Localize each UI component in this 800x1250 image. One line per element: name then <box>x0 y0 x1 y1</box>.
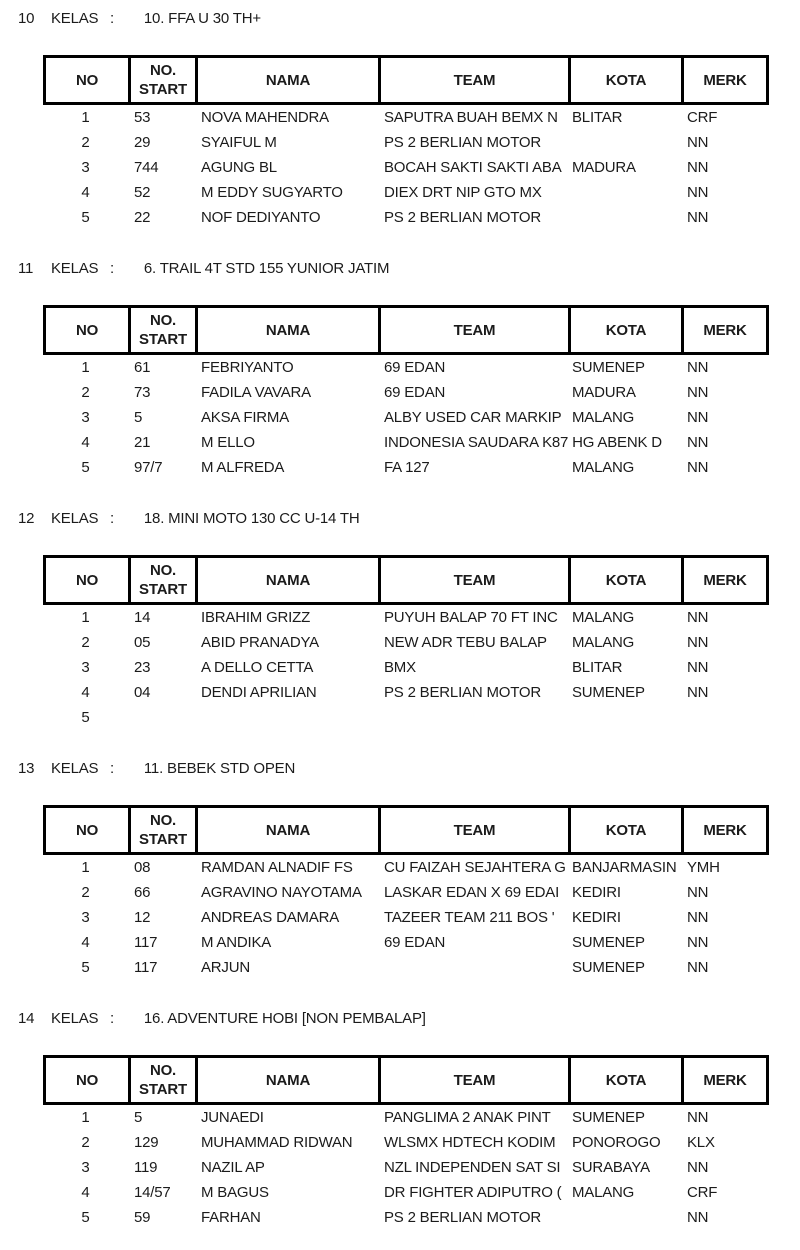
kelas-label: KELAS <box>50 10 99 27</box>
class-name: 18. MINI MOTO 130 CC U-14 TH <box>143 510 360 527</box>
cell-kota: MALANG <box>572 409 635 426</box>
cell-no: 4 <box>81 684 90 701</box>
col-header-kota: KOTA <box>571 1058 684 1102</box>
class-name: 11. BEBEK STD OPEN <box>143 760 296 777</box>
cell-merk: NN <box>687 884 709 901</box>
cell-team <box>378 955 568 980</box>
cell-nama: ARJUN <box>201 959 251 976</box>
col-header-no-start-line1: NO. <box>149 562 177 579</box>
col-header-no-start-line2: START <box>139 81 187 98</box>
cell-kota: SUMENEP <box>572 1109 645 1126</box>
cell-no-start: 5 <box>134 409 143 426</box>
cell-kota: MADURA <box>572 384 636 401</box>
cell-kota: SUMENEP <box>572 959 645 976</box>
cell-team: BMX <box>384 659 416 676</box>
cell-team: LASKAR EDAN X 69 EDAI <box>384 884 560 901</box>
table-body <box>43 1105 769 1230</box>
cell-no: 2 <box>81 384 90 401</box>
cell-merk: NN <box>687 359 709 376</box>
cell-merk: CRF <box>687 1184 718 1201</box>
table-header-row <box>43 305 769 355</box>
cell-team: ALBY USED CAR MARKIP <box>384 409 562 426</box>
cell-no-start: 23 <box>134 659 151 676</box>
kelas-section <box>0 250 800 500</box>
cell-no: 3 <box>81 659 90 676</box>
cell-nama: NAZIL AP <box>201 1159 265 1176</box>
cell-merk: NN <box>687 934 709 951</box>
col-header-team: TEAM <box>381 558 571 602</box>
cell-merk: NN <box>687 959 709 976</box>
col-header-no-start <box>131 308 198 352</box>
cell-kota: MALANG <box>572 634 635 651</box>
cell-nama: M ELLO <box>201 434 255 451</box>
cell-nama: NOVA MAHENDRA <box>201 109 329 126</box>
cell-merk: NN <box>687 159 709 176</box>
colon-separator: : <box>109 760 114 777</box>
table-row <box>43 105 769 130</box>
table-body <box>43 855 769 980</box>
section-title <box>0 509 800 529</box>
table-row <box>43 680 769 705</box>
cell-kota: MALANG <box>572 609 635 626</box>
cell-kota <box>568 430 681 455</box>
cell-merk: NN <box>687 1109 709 1126</box>
cell-merk: NN <box>687 1159 709 1176</box>
col-header-kota: KOTA <box>571 308 684 352</box>
cell-no: 3 <box>81 909 90 926</box>
cell-nama: AGUNG BL <box>201 159 277 176</box>
table-row <box>43 430 769 455</box>
cell-no-start: 14/57 <box>134 1184 171 1201</box>
table-header-row <box>43 805 769 855</box>
col-header-no: NO <box>46 1058 131 1102</box>
cell-team: PS 2 BERLIAN MOTOR <box>384 1209 541 1226</box>
cell-no-start: 22 <box>134 209 151 226</box>
colon-separator: : <box>109 260 114 277</box>
kelas-section <box>0 1000 800 1250</box>
table-row <box>43 880 769 905</box>
cell-nama: M ANDIKA <box>201 934 272 951</box>
cell-nama: M EDDY SUGYARTO <box>201 184 343 201</box>
col-header-nama: NAMA <box>198 558 381 602</box>
cell-team: CU FAIZAH SEJAHTERA G <box>384 859 566 876</box>
cell-no-start: 119 <box>134 1159 158 1176</box>
cell-kota: SURABAYA <box>572 1159 650 1176</box>
table-header-row <box>43 555 769 605</box>
cell-no-start: 129 <box>134 1134 159 1151</box>
cell-merk: NN <box>687 684 709 701</box>
cell-nama: A DELLO CETTA <box>201 659 314 676</box>
table-row <box>43 605 769 630</box>
cell-no: 2 <box>81 634 90 651</box>
cell-no-start: 53 <box>134 109 151 126</box>
section-title <box>0 759 800 779</box>
cell-merk: NN <box>687 909 709 926</box>
section-title <box>0 9 800 29</box>
cell-no-start: 117 <box>134 959 158 976</box>
col-header-no-start-line2: START <box>139 331 187 348</box>
cell-no-start: 61 <box>134 359 151 376</box>
table-row <box>43 1205 769 1230</box>
cell-no-start: 66 <box>134 884 151 901</box>
cell-nama: RAMDAN ALNADIF FS <box>201 859 353 876</box>
cell-nama: M ALFREDA <box>201 459 285 476</box>
cell-kota <box>568 1205 681 1230</box>
cell-nama: FADILA VAVARA <box>201 384 311 401</box>
section-number: 13 <box>18 760 35 777</box>
cell-team: PS 2 BERLIAN MOTOR <box>384 209 541 226</box>
cell-merk: KLX <box>687 1134 715 1151</box>
entry-table <box>43 555 769 730</box>
col-header-no-start-line2: START <box>139 831 187 848</box>
cell-no: 1 <box>81 1109 90 1126</box>
cell-no: 1 <box>81 859 90 876</box>
col-header-team: TEAM <box>381 1058 571 1102</box>
table-header-row <box>43 55 769 105</box>
cell-no-start: 21 <box>134 434 151 451</box>
cell-team: DIEX DRT NIP GTO MX <box>384 184 542 201</box>
cell-no-start <box>128 705 195 730</box>
col-header-no-start <box>131 808 198 852</box>
table-row <box>43 1130 769 1155</box>
class-name: 16. ADVENTURE HOBI [NON PEMBALAP] <box>143 1010 426 1027</box>
cell-no: 5 <box>81 1209 90 1226</box>
cell-team: PUYUH BALAP 70 FT INC <box>384 609 558 626</box>
cell-nama: SYAIFUL M <box>201 134 277 151</box>
entry-table <box>43 805 769 980</box>
cell-nama: JUNAEDI <box>201 1109 264 1126</box>
cell-merk: NN <box>687 609 709 626</box>
col-header-no-start-line2: START <box>139 1081 187 1098</box>
cell-no: 1 <box>81 109 90 126</box>
kelas-section <box>0 750 800 1000</box>
col-header-kota: KOTA <box>571 808 684 852</box>
cell-no: 2 <box>81 1134 90 1151</box>
cell-kota <box>568 130 681 155</box>
table-body <box>43 105 769 230</box>
cell-kota: BLITAR <box>572 109 623 126</box>
cell-kota: SUMENEP <box>572 934 645 951</box>
table-header-row <box>43 1055 769 1105</box>
col-header-merk: MERK <box>703 821 747 839</box>
table-row <box>43 130 769 155</box>
kelas-label: KELAS <box>50 510 99 527</box>
section-number: 11 <box>18 260 34 277</box>
cell-team: 69 EDAN <box>384 384 446 401</box>
cell-nama: ANDREAS DAMARA <box>201 909 340 926</box>
col-header-no-start-line1: NO. <box>149 812 177 829</box>
cell-merk: NN <box>687 634 709 651</box>
class-name: 6. TRAIL 4T STD 155 YUNIOR JATIM <box>143 260 390 277</box>
table-row <box>43 905 769 930</box>
table-row <box>43 855 769 880</box>
cell-nama: DENDI APRILIAN <box>201 684 317 701</box>
cell-no-start: 05 <box>134 634 151 651</box>
entry-table <box>43 55 769 230</box>
table-row <box>43 705 769 730</box>
col-header-no-start-line1: NO. <box>149 62 177 79</box>
col-header-no-start-line2: START <box>139 581 187 598</box>
cell-team: 69 EDAN <box>384 359 446 376</box>
cell-no-start: 29 <box>134 134 151 151</box>
cell-kota: KEDIRI <box>572 909 621 926</box>
cell-no-start: 117 <box>134 934 158 951</box>
col-header-kota: KOTA <box>571 58 684 102</box>
cell-team: PS 2 BERLIAN MOTOR <box>384 684 541 701</box>
cell-nama: ABID PRANADYA <box>201 634 319 651</box>
table-body <box>43 355 769 480</box>
kelas-label: KELAS <box>50 260 99 277</box>
col-header-nama: NAMA <box>198 58 381 102</box>
cell-team: PS 2 BERLIAN MOTOR <box>384 134 541 151</box>
col-header-no-start <box>131 1058 198 1102</box>
entry-table <box>43 1055 769 1230</box>
cell-no: 1 <box>81 609 90 626</box>
cell-kota <box>568 205 681 230</box>
cell-nama: MUHAMMAD RIDWAN <box>201 1134 353 1151</box>
section-number: 10 <box>18 10 35 27</box>
section-title <box>0 259 800 279</box>
cell-no-start: 73 <box>134 384 151 401</box>
cell-no: 4 <box>81 184 90 201</box>
cell-no-start: 08 <box>134 859 151 876</box>
cell-kota: MALANG <box>572 459 635 476</box>
cell-merk: NN <box>687 184 709 201</box>
table-row <box>43 455 769 480</box>
cell-kota <box>568 180 681 205</box>
cell-team: WLSMX HDTECH KODIM <box>384 1134 556 1151</box>
cell-merk: NN <box>687 134 709 151</box>
col-header-no: NO <box>46 808 131 852</box>
cell-team: NEW ADR TEBU BALAP <box>384 634 547 651</box>
cell-nama: FEBRIYANTO <box>201 359 294 376</box>
cell-no: 4 <box>81 934 90 951</box>
cell-merk: NN <box>687 1209 709 1226</box>
col-header-no-start-line1: NO. <box>149 1062 177 1079</box>
kelas-label: KELAS <box>50 760 99 777</box>
cell-team: PANGLIMA 2 ANAK PINT <box>384 1109 551 1126</box>
table-body <box>43 605 769 730</box>
cell-kota: BLITAR <box>572 659 623 676</box>
cell-merk: YMH <box>687 859 720 876</box>
table-row <box>43 630 769 655</box>
cell-no: 3 <box>81 1159 90 1176</box>
cell-team: TAZEER TEAM 211 BOS ' <box>384 909 555 926</box>
table-row <box>43 205 769 230</box>
cell-merk <box>681 705 769 730</box>
cell-kota: SUMENEP <box>572 684 645 701</box>
cell-no: 5 <box>81 209 90 226</box>
table-row <box>43 655 769 680</box>
table-row <box>43 405 769 430</box>
colon-separator: : <box>109 1010 114 1027</box>
cell-nama: IBRAHIM GRIZZ <box>201 609 311 626</box>
table-row <box>43 955 769 980</box>
cell-merk: NN <box>687 209 709 226</box>
cell-nama: NOF DEDIYANTO <box>201 209 321 226</box>
cell-no-start: 04 <box>134 684 151 701</box>
cell-merk: NN <box>687 459 709 476</box>
cell-no: 2 <box>81 134 90 151</box>
kelas-section <box>0 500 800 750</box>
cell-no: 4 <box>81 1184 90 1201</box>
col-header-kota: KOTA <box>571 558 684 602</box>
cell-nama: AKSA FIRMA <box>201 409 290 426</box>
kelas-section <box>0 0 800 250</box>
cell-kota: BANJARMASIN <box>572 859 677 876</box>
cell-no-start: 52 <box>134 184 151 201</box>
col-header-merk: MERK <box>703 321 747 339</box>
cell-kota: PONOROGO <box>572 1134 661 1151</box>
cell-kota: MALANG <box>572 1184 635 1201</box>
cell-no-start: 59 <box>134 1209 151 1226</box>
cell-nama <box>195 705 378 730</box>
col-header-merk: MERK <box>703 1071 747 1089</box>
col-header-no-start <box>131 58 198 102</box>
kelas-label: KELAS <box>50 1010 99 1027</box>
table-row <box>43 155 769 180</box>
col-header-nama: NAMA <box>198 308 381 352</box>
cell-no-start: 12 <box>134 909 151 926</box>
col-header-team: TEAM <box>381 808 571 852</box>
col-header-merk: MERK <box>703 71 747 89</box>
col-header-merk: MERK <box>703 571 747 589</box>
cell-no: 5 <box>81 959 90 976</box>
cell-no-start: 97/7 <box>134 459 163 476</box>
col-header-team: TEAM <box>381 308 571 352</box>
table-row <box>43 380 769 405</box>
table-row <box>43 1105 769 1130</box>
cell-kota <box>568 705 681 730</box>
section-title <box>0 1009 800 1029</box>
cell-no: 4 <box>81 434 90 451</box>
cell-merk: CRF <box>687 109 718 126</box>
col-header-no-start <box>131 558 198 602</box>
table-row <box>43 1180 769 1205</box>
cell-no: 2 <box>81 884 90 901</box>
table-row <box>43 1155 769 1180</box>
col-header-no-start-line1: NO. <box>149 312 177 329</box>
table-row <box>43 180 769 205</box>
cell-no-start: 5 <box>134 1109 143 1126</box>
col-header-no: NO <box>46 58 131 102</box>
cell-team: DR FIGHTER ADIPUTRO ( <box>384 1184 562 1201</box>
cell-no: 1 <box>81 359 90 376</box>
cell-merk: NN <box>687 384 709 401</box>
cell-merk: NN <box>687 409 709 426</box>
cell-kota: SUMENEP <box>572 359 645 376</box>
cell-no: 5 <box>81 459 90 476</box>
col-header-team: TEAM <box>381 58 571 102</box>
cell-no: 5 <box>81 709 90 726</box>
cell-team: 69 EDAN <box>384 934 446 951</box>
col-header-nama: NAMA <box>198 808 381 852</box>
colon-separator: : <box>109 10 114 27</box>
class-name: 10. FFA U 30 TH+ <box>143 10 261 27</box>
cell-team: BOCAH SAKTI SAKTI ABA <box>384 159 562 176</box>
cell-merk: NN <box>687 659 709 676</box>
cell-team: SAPUTRA BUAH BEMX N <box>384 109 558 126</box>
cell-merk: NN <box>687 434 709 451</box>
cell-nama: FARHAN <box>201 1209 261 1226</box>
cell-no-start: 744 <box>134 159 159 176</box>
cell-team: FA 127 <box>384 459 430 476</box>
entry-table <box>43 305 769 480</box>
cell-team: NZL INDEPENDEN SAT SI <box>384 1159 561 1176</box>
col-header-no: NO <box>46 558 131 602</box>
cell-no: 3 <box>81 159 90 176</box>
colon-separator: : <box>109 510 114 527</box>
cell-team <box>378 705 568 730</box>
section-number: 14 <box>18 1010 35 1027</box>
cell-nama: M BAGUS <box>201 1184 269 1201</box>
col-header-no: NO <box>46 308 131 352</box>
table-row <box>43 930 769 955</box>
table-row <box>43 355 769 380</box>
col-header-nama: NAMA <box>198 1058 381 1102</box>
cell-nama: AGRAVINO NAYOTAMA <box>201 884 362 901</box>
cell-no-start: 14 <box>134 609 151 626</box>
cell-kota: MADURA <box>572 159 636 176</box>
section-number: 12 <box>18 510 35 527</box>
cell-no: 3 <box>81 409 90 426</box>
cell-team: INDONESIA SAUDARA K87 HG ABENK D <box>384 434 662 451</box>
cell-kota: KEDIRI <box>572 884 621 901</box>
